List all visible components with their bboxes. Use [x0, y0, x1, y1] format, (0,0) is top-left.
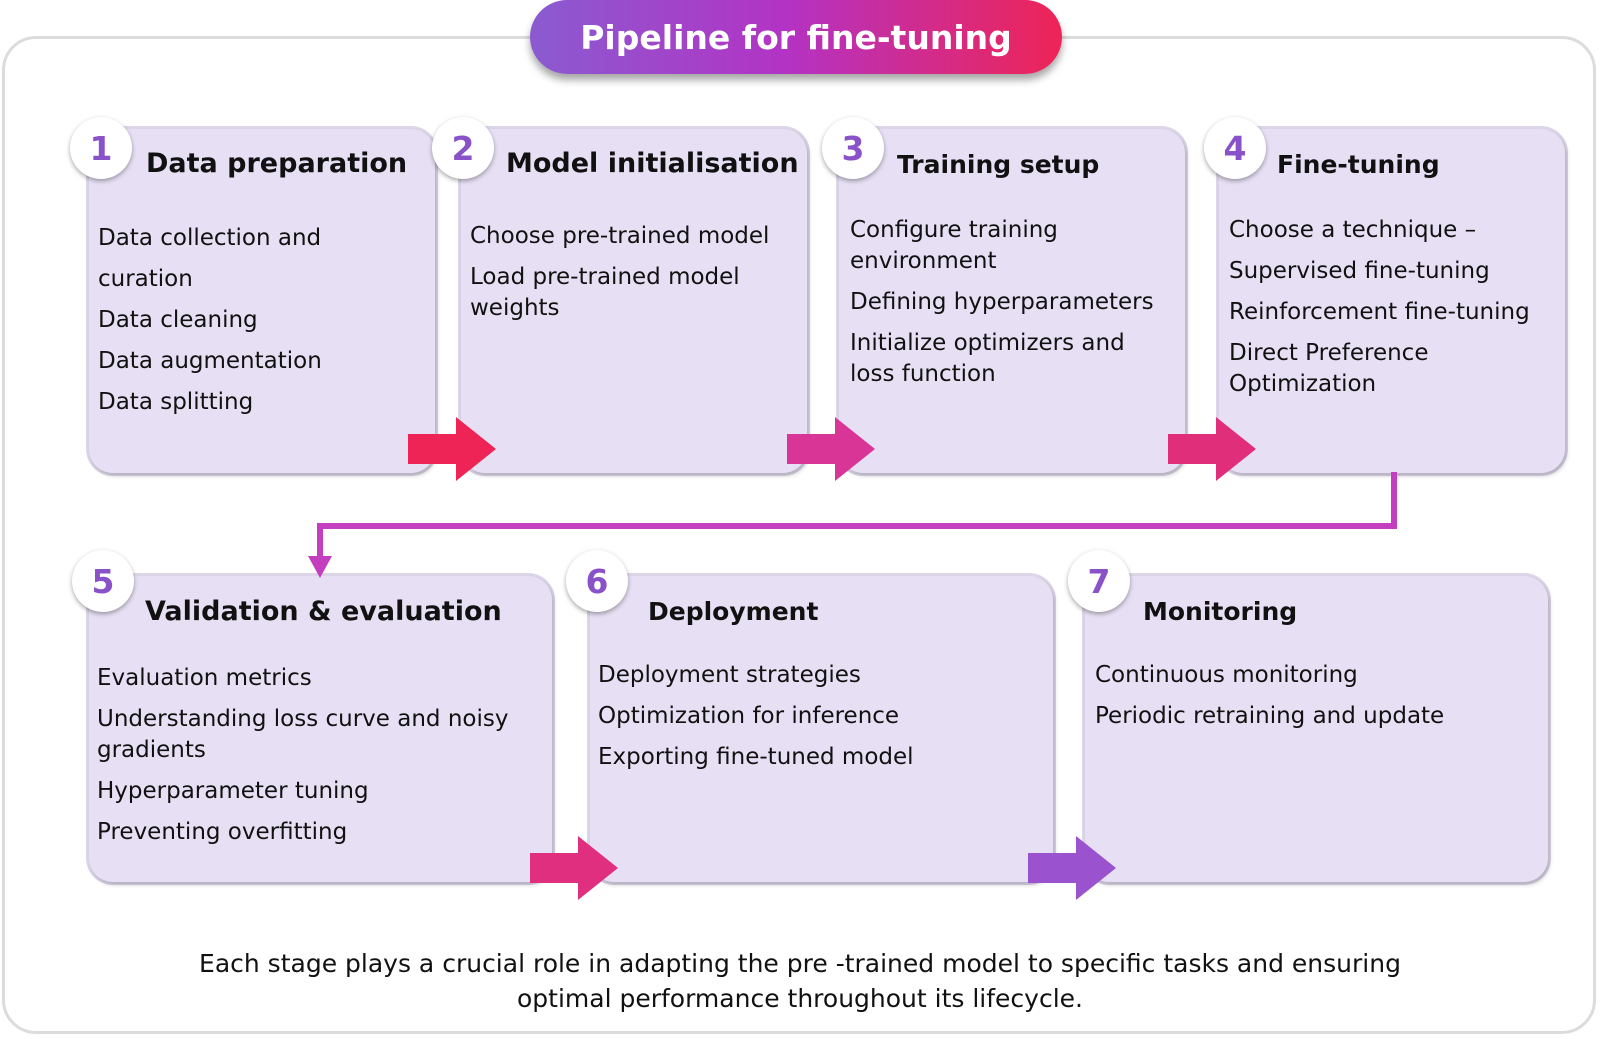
- stage-items-7: [1095, 660, 1525, 742]
- stage-item: Data cleaning: [98, 307, 258, 333]
- diagram-caption: Each stage plays a crucial role in adapting the pre -trained model to specific tasks and ensuring optimal performance throughout its lifecycle.: [199, 949, 1401, 1013]
- stage-number-badge-4: 4: [1204, 117, 1266, 179]
- stage-item: Optimization for inference: [598, 703, 900, 729]
- flow-arrow-2-to-3: [787, 417, 877, 481]
- stage-item: Data splitting: [98, 389, 254, 415]
- stage-item: Data collection and curation: [98, 225, 322, 292]
- stage-item: Defining hyperparameters: [850, 289, 1154, 315]
- stage-title-4: Fine-tuning: [1277, 150, 1440, 179]
- stage-items-6: [598, 660, 1028, 783]
- flow-arrow-3-to-4: [1168, 417, 1258, 481]
- stage-number-badge-6: 6: [566, 550, 628, 612]
- stage-item: Understanding loss curve and noisy gradients: [97, 706, 509, 763]
- stage-title-7: Monitoring: [1143, 597, 1298, 626]
- stage-item: Configure training environment: [850, 217, 1058, 274]
- stage-item: Initialize optimizers and loss function: [850, 330, 1125, 387]
- stage-number-badge-1: 1: [70, 117, 132, 179]
- stage-title-2: Model initialisation: [506, 148, 799, 179]
- diagram-title: Pipeline for fine-tuning: [530, 0, 1062, 74]
- stage-item: Choose pre-trained model: [470, 223, 770, 249]
- stage-number-badge-3: 3: [822, 117, 884, 179]
- stage-title-1: Data preparation: [146, 148, 408, 179]
- stage-item: Data augmentation: [98, 348, 322, 374]
- stage-item: Preventing overfitting: [97, 819, 348, 845]
- stage-title-3: Training setup: [897, 150, 1100, 179]
- stage-item: Periodic retraining and update: [1095, 703, 1445, 729]
- stage-number-badge-7: 7: [1068, 550, 1130, 612]
- stage-title-5: Validation & evaluation: [145, 596, 502, 627]
- flow-arrow-5-to-6: [530, 836, 620, 900]
- stage-number-badge-2: 2: [432, 117, 494, 179]
- stage-item: Evaluation metrics: [97, 665, 312, 691]
- stage-title-6: Deployment: [648, 597, 819, 626]
- flow-arrow-6-to-7: [1028, 836, 1118, 900]
- flow-arrow-1-to-2: [408, 417, 498, 481]
- stage-item: Exporting fine-tuned model: [598, 744, 914, 770]
- stage-items-5: [97, 663, 527, 858]
- stage-item: Deployment strategies: [598, 662, 861, 688]
- stage-item: Hyperparameter tuning: [97, 778, 369, 804]
- stage-item: Load pre-trained model weights: [470, 264, 740, 321]
- stage-item: Reinforcement fine-tuning: [1229, 299, 1530, 325]
- stage-number-badge-5: 5: [72, 550, 134, 612]
- stage-item: Continuous monitoring: [1095, 662, 1358, 688]
- stage-item: Supervised fine-tuning: [1229, 258, 1490, 284]
- stage-item: Choose a technique –: [1229, 217, 1477, 243]
- stage-item: Direct Preference Optimization: [1229, 340, 1429, 397]
